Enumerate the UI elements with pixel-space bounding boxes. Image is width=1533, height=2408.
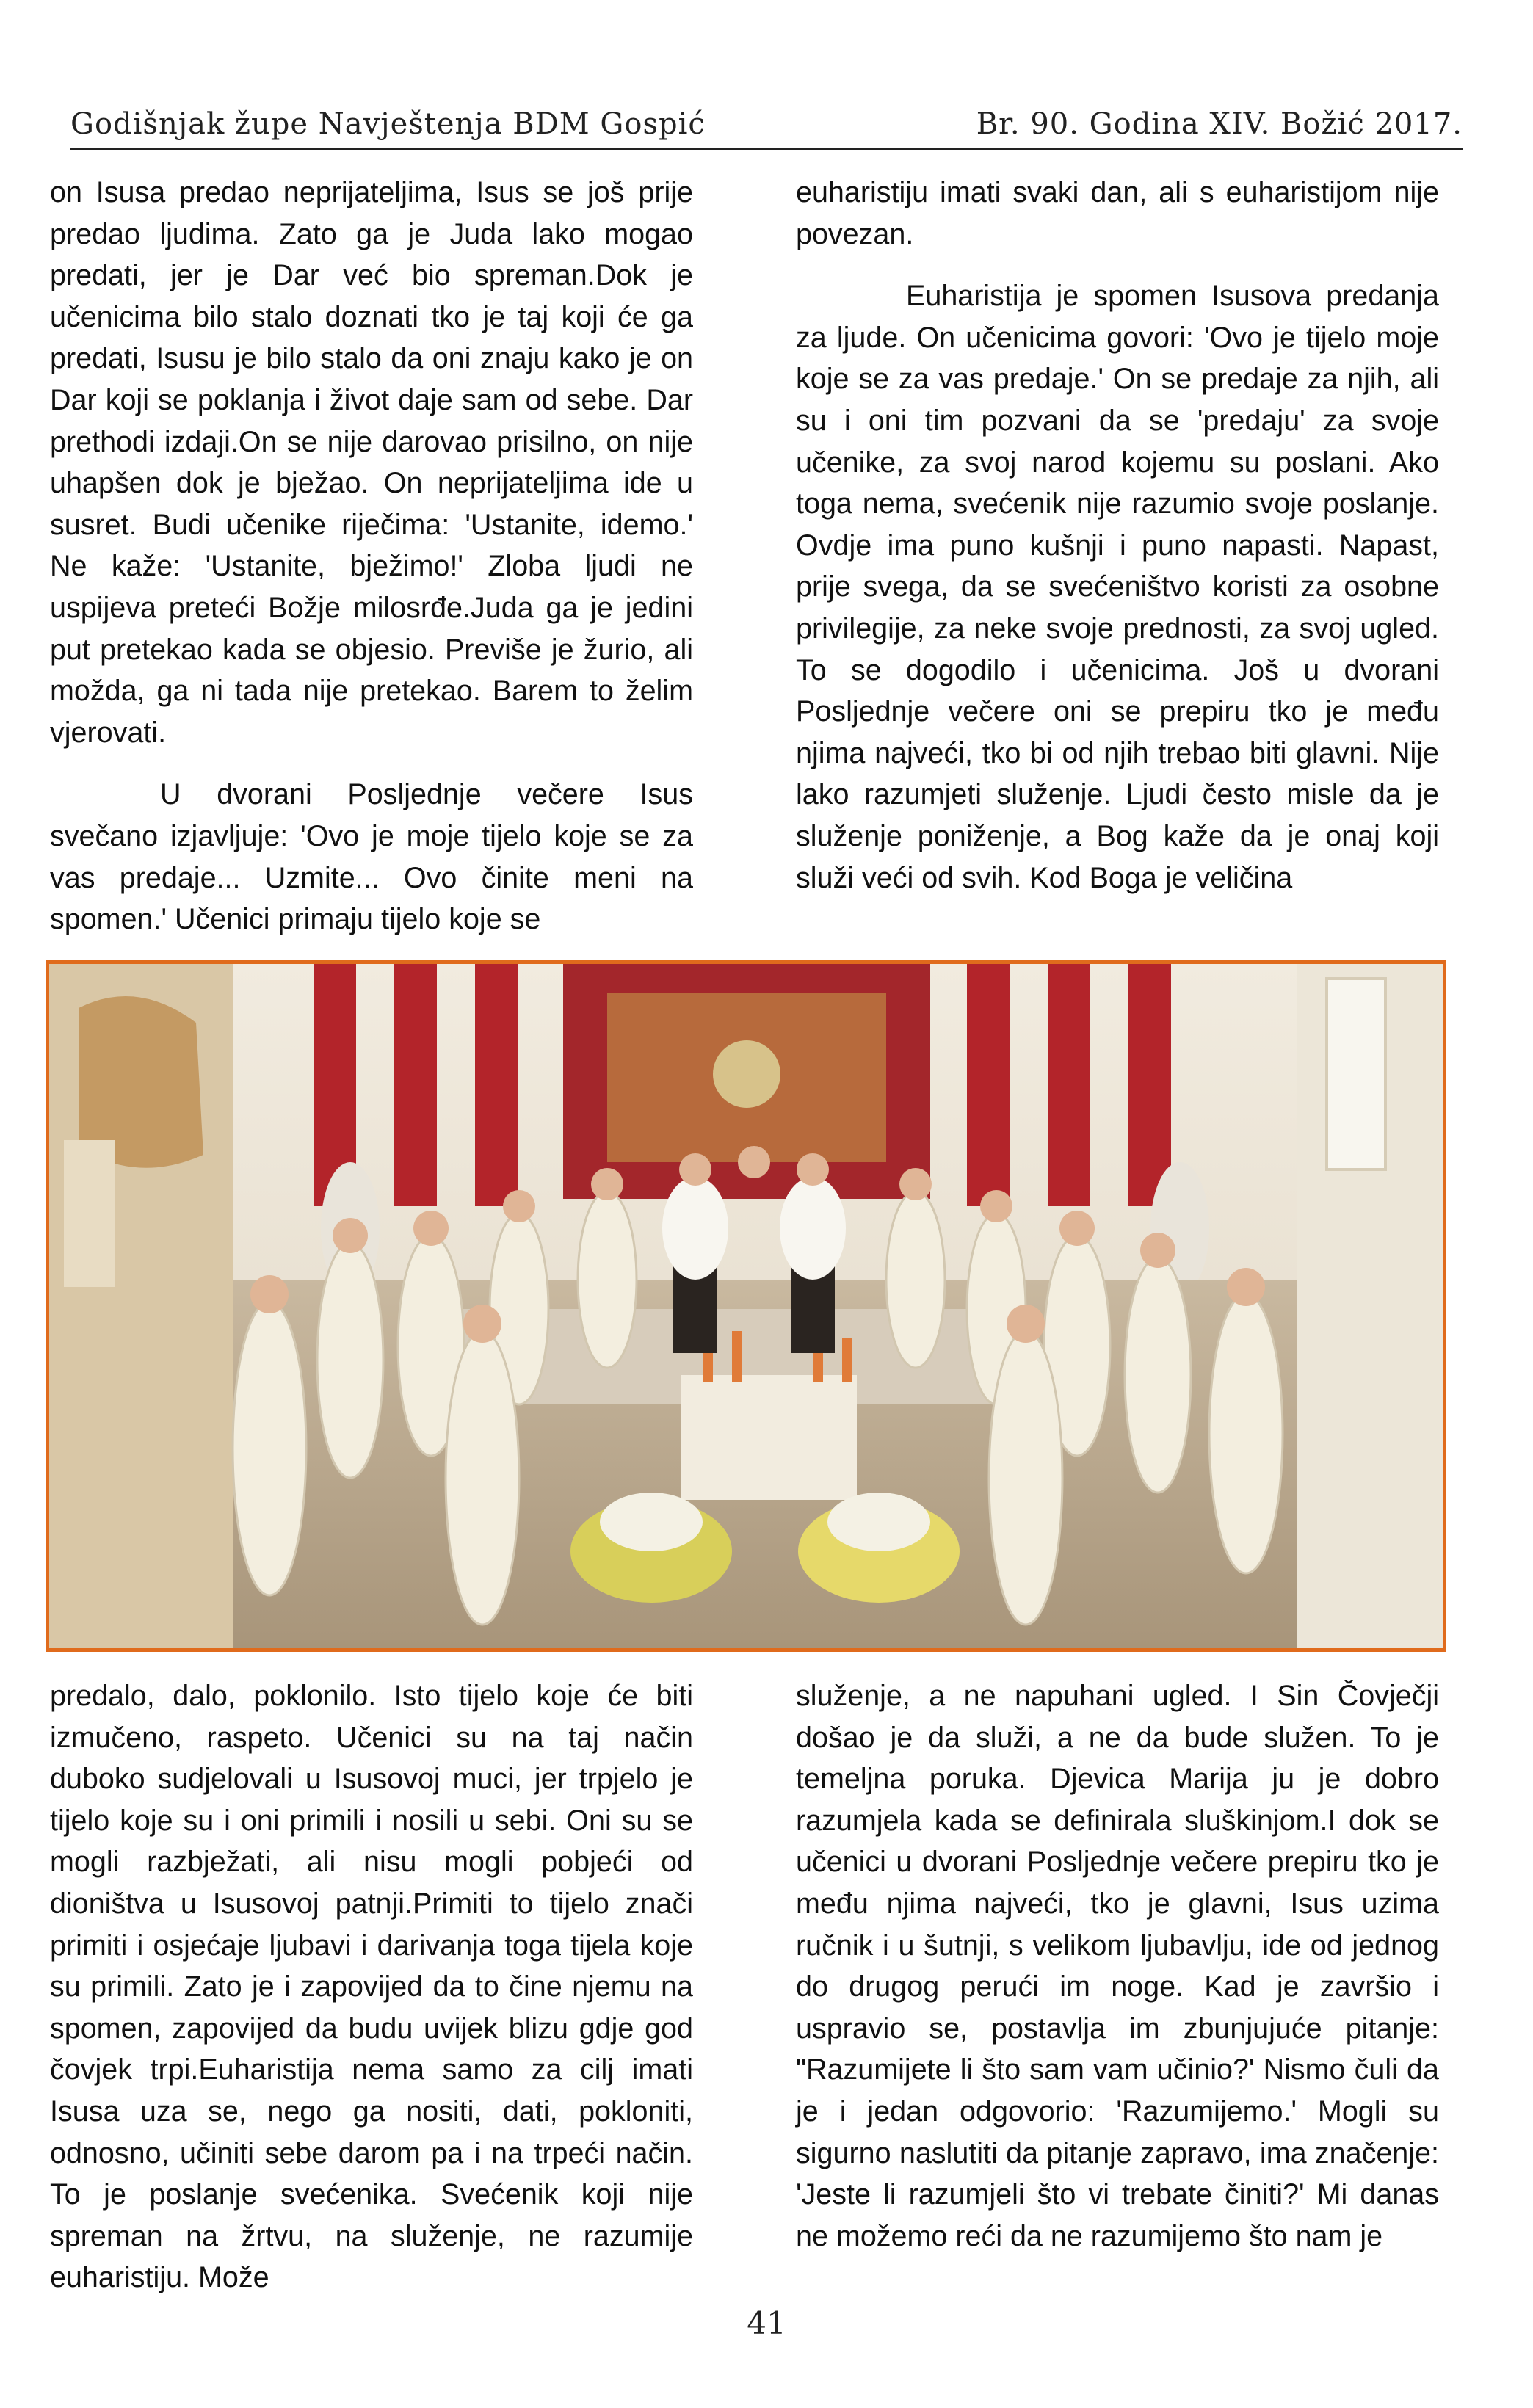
paragraph: Euharistija je spomen Isusova predanja za ljude. On učenicima govori: 'Ovo je tijelo moje koje se za vas predaje.' On se predaje za njih, ali su i oni tim pozvani da se 'predaju' za svoje učenike, za svoj narod kojemu su poslani. Ako toga nema, svećenik nije razumio svoje poslanje. Ovdje ima puno kušnji i puno napasti. Napast, prije svega, da se svećeništvo koristi za osobne privilegije, za neke svoje prednosti, za svoj ugled. To se dogodilo i učenicima. Još u dvorani Posljednje večere oni se prepiru tko je među njima najveći, tko bi od njih trebao biti glavni. Nije lako razumjeti služenje. Ljudi često misle da je služenje poniženje, a Bog kaže da je onaj koji služi veći od svih. Kod Boga je veličina bbox=[796, 280, 1439, 894]
page-number: 41 bbox=[747, 2305, 786, 2341]
paragraph: predalo, dalo, poklonilo. Isto tijelo koje će biti izmučeno, raspeto. Učenici su na taj način duboko sudjelovali u Isusovoj muci, jer trpjelo je tijelo koje su i oni primili i nosili u sebi. Oni su se mogli razbježati, ali nisu mogli pobjeći od dioništva u Isusovoj patnji.Primiti to tijelo znači primiti i osjećaje ljubavi i darivanja toga tijela koje su primili. Zato je i zapovijed da to čine njemu na spomen, zapovijed da budu uvijek blizu gdje god čovjek trpi.Euharistija nema samo za cilj imati Isusa uza se, nego ga nositi, dati, pokloniti, odnosno, učiniti sebe darom pa i na trpeći način. To je poslanje svećenika. Svećenik koji nije spreman na žrtvu, na služenje, ne razumije euharistiju. Može bbox=[50, 1680, 693, 2294]
header-issue-info: Br. 90. Godina XIV. Božić 2017. bbox=[976, 107, 1463, 141]
text-column-bottom-left bbox=[50, 1675, 693, 2294]
paragraph: služenje, a ne napuhani ugled. I Sin Čovječji došao je da služi, a ne da bude služen. To je temeljna poruka. Djevica Marija ju je dobro razumjela kada se definirala sluškinjom.I dok se učenici u dvorani Posljednje večere prepiru tko je među njima najveći, tko je glavni, Isus uzima ručnik i u šutnji, s velikom ljubavlju, ide od jednog do drugog perući im noge. Kad je završio i uspravio se, postavlja im zbunjujuće pitanje: "Razumijete li što sam vam učinio?' Nismo čuli da je i jedan odgovorio: 'Razumijemo.' Mogli su sigurno naslutiti da pitanje zapravo, ima značenje: 'Jeste li razumjeli što vi trebate činiti?' Mi danas ne možemo reći da ne razumijemo što nam je bbox=[796, 1680, 1439, 2252]
text-column-bottom-right bbox=[796, 1675, 1439, 2255]
paragraph: euharistiju imati svaki dan, ali s euharistijom nije povezan. bbox=[796, 176, 1439, 250]
paragraph: on Isusa predao neprijateljima, Isus se još prije predao ljudima. Zato ga je Juda lako mogao predati, jer je Dar već bio spreman.Dok je učenicima bilo stalo doznati tko je taj koji će ga predati, Isusu je bilo stalo da oni znaju kako je on Dar koji se poklanja i život daje sam od sebe. Dar prethodi izdaji.On se nije darovao prisilno, on nije uhapšen dok je bježao. On neprijateljima ide u susret. Budi učenike riječima: 'Ustanite, idemo.' Ne kaže: 'Ustanite, bježimo!' Zloba ljudi ne uspijeva preteći Božje milosrđe.Juda ga je jedini put pretekao kada se objesio. Previše je žurio, ali možda, ga ni tada nije pretekao. Barem to želim vjerovati. bbox=[50, 176, 693, 749]
text-column-top-right bbox=[796, 172, 1439, 943]
paragraph: U dvorani Posljednje večere Isus svečano izjavljuje: 'Ovo je moje tijelo koje se za vas predaje... Uzmite... Ovo činite meni na spomen.' Učenici primaju tijelo koje se bbox=[50, 778, 693, 936]
church-ceremony-photo bbox=[46, 960, 1446, 1652]
text-column-top-left bbox=[50, 172, 693, 943]
page-header bbox=[70, 93, 1463, 150]
header-publication-title: Godišnjak župe Navještenja BDM Gospić bbox=[70, 107, 706, 141]
photo-illustration bbox=[49, 964, 1443, 1648]
